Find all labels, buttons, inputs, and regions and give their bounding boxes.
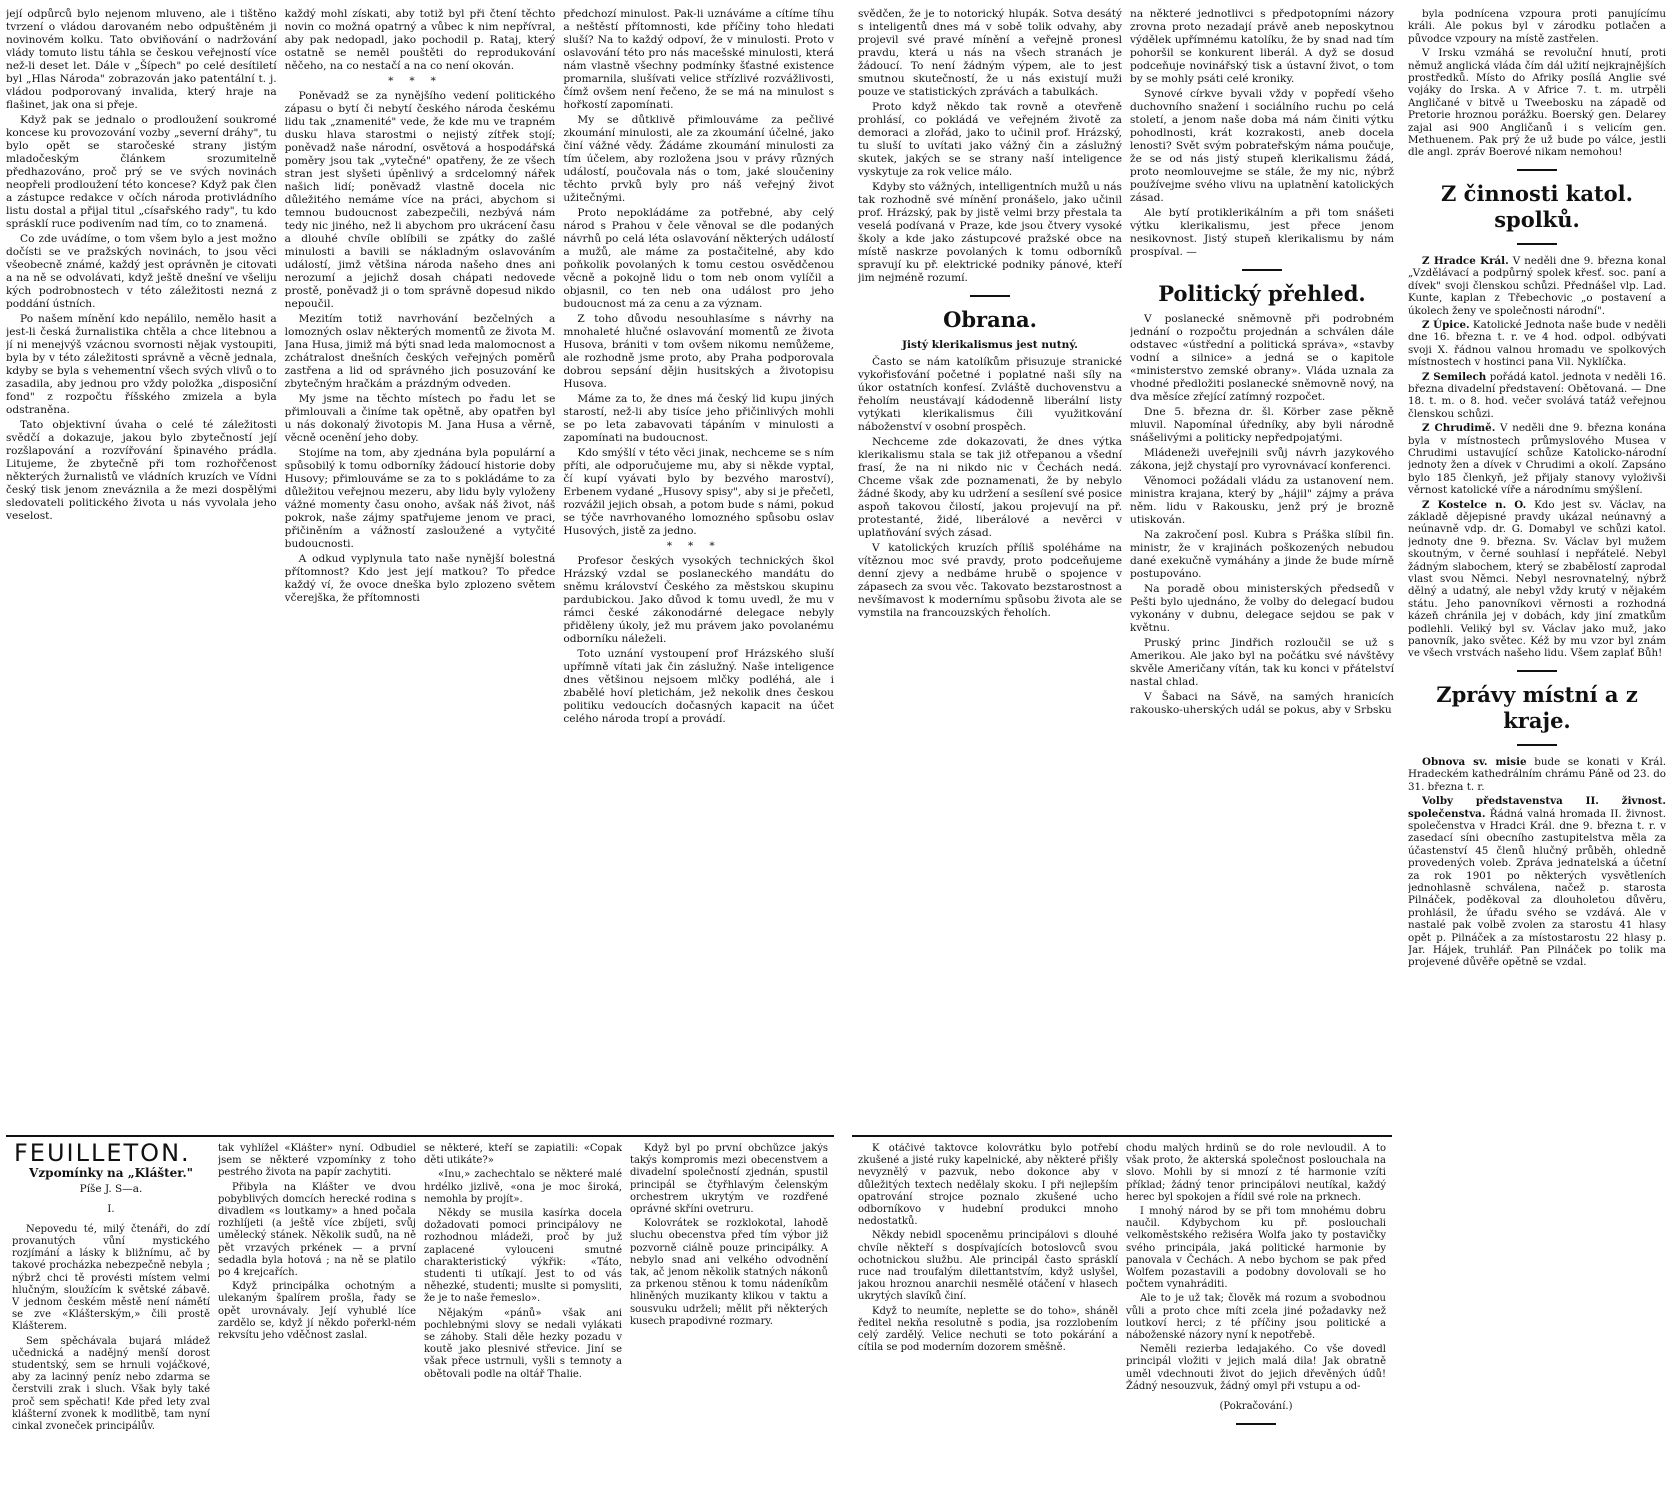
paragraph: svědčen, že je to notorický hlupák. Sotva desátý s inteligentů dnes má v sobě tolik odvahy, aby projevil své pravé mínění a veřejně pronesl pravdu, která u nás na všech stranách je žádoucí. To není žádným výpem, ale to jest smutnou skutečností, že u nás existují muži pouze ve statistických zprávách a tabulkách.	[858, 8, 1122, 98]
paragraph: Tato objektivní úvaha o celé té záležitosti svědčí a dokazuje, jakou bylo zbytečností její rozšlapování a rozvířování špinavého prádla. Litujeme, že zbytečně při tom rozhořčenost některých žurnalistů ve vládních kruzích ve Vídni český tisk jenom zneváznila a že mezi dospělými sledovateli politického života u nás vyvolala jeho veselost.	[6, 419, 277, 522]
paragraph: Když to neumíte, neplette se do toho», sháněl ředitel nekňa resolutně s podia, jsa rozzlobením celý zardělý. Velice nechuti se toto pokárání a cítila se pod moderním dozorem směšně.	[858, 1305, 1118, 1354]
right-main-area	[852, 0, 1400, 1125]
news-item-lead: Z Chrudimě.	[1422, 422, 1496, 435]
news-item	[1408, 499, 1666, 660]
right-page	[852, 0, 1672, 1500]
paragraph: Máme za to, že dnes má český lid kupu jiných starostí, než-li aby tisíce jeho přičinlivých mohli se po leta zabavovati tápáním v minulosti a zapomínati na budoucnost.	[563, 393, 835, 444]
news-item-lead: Z Hradce Král.	[1422, 254, 1509, 267]
news-item-lead: Volby představenstva II. živnost. společenstva.	[1408, 795, 1666, 820]
spolky-heading: Z činnosti katol. spolků.	[1441, 180, 1633, 232]
left-column-2	[285, 8, 556, 1125]
paragraph: Neměli rezierba ledajakého. Co vše dovedl principál vložiti v jejich malá dila! Jak obratně uměl vdechnouti život do jejich dřevěných údů! Žádný nesouzvuk, žádný omyl při vstupu a od-	[1126, 1344, 1386, 1392]
paragraph: Mezitím totiž navrhování bezčelných a lomozných oslav některých momentů ze života M. Jana Husa, jimiž má býti snad leda malomocnost a zchátralost dnešních českých veřejných poměrů zastřena a lid od správného jich posuzování ke zbytečným hračkám a prázdným odveden.	[284, 313, 556, 390]
paragraph: Dne 5. března dr. šl. Körber zase pěkně mluvil. Napomínal úředníky, aby byli národně snášelivými a politicky nepředpojatými.	[1130, 406, 1394, 444]
paragraph: Nechceme zde dokazovati, že dnes výtka klerikalismu stala se tak již otřepanou a všední frasí, že na ni nikdo nic v Čechách nedá. Chceme však zde poznamenati, že by nebylo žádné škody, aby ku udržení a sesílení své posice aspoň takovou čilostí, jakou projevují na př. protestanté, židé, liberálové a nevěrci v uplatňování svých zásad.	[858, 436, 1122, 539]
paragraph: Mládeneži uveřejnili svůj návrh jazykového zákona, jejž chystají pro vyrovnávací konferenci.	[1130, 447, 1394, 472]
paragraph: Někdy nebidl spoceněmu principálovi s dlouhé chvíle někteří s dospívajících botoslovců svou ochotnickou službu. Ale principál často sprásklí ruce nad troufalým dilettantstvím, když uslyšel, jakou hroznou anarchii nesmělé otáčení v hlasech ukrytých slavíků činí.	[858, 1230, 1118, 1303]
paragraph: Věnomoci požádali vládu za ustanovení nem. ministra krajana, který by „hájil" zájmy a práva něm. lidu v Rakousku, jenž prý je brozně utiskován.	[1130, 475, 1394, 526]
paragraph: každý mohl získati, aby totiž byl při čtení těchto novin co možná opatrný a vůbec k nim nepřívral, aby pak nedopadl, jako pochodil p. Rataj, který ostatně se neměl pouštěti do reprodukování něčeho, na co nestačí a na co není okován.	[284, 8, 556, 72]
news-item-lead: Obnova sv. misie	[1422, 755, 1527, 768]
paragraph: Když pak se jednalo o prodloužení soukromé koncese ku provozování vozby „severní dráhy", tu bylo opět se staročeské strany jistým mladočeským článkem srozumitelně předhazováno, proč prý se ve svých novinách neopřeli prodloužení této koncese? Když pak člen a zástupce redakce v očích národa protivládního listu dostal a přijal titul „císařského rady", tu kdo sprásklí ruce podivením nad tím, co to znamená.	[6, 114, 277, 230]
paragraph: Kolovrátek se rozklokotal, lahodě sluchu obecenstva před tím výbor již pozvorně ciálně pouze principálky. A nebylo snad ani velkého odvodnění tak, ač jenom několik statných nákonů za prkenou stěnou k tomu nádeníkům hliněných muzikanty klikou v taktu a sousvuku udrželi; mělit při některých kusech prapodivné rozmary.	[630, 1218, 828, 1327]
paragraph: tak vyhlížel «Klášter» nyní. Odbudiel jsem se některé vzpomínky z toho pestrého života na papír zachytiti.	[218, 1143, 416, 1179]
continuation-column-1	[858, 1143, 1118, 1487]
paragraph: Kdo smýšlí v této věci jinak, nechceme se s ním příti, ale odporučujeme mu, aby si někde vyptal, čí kupí vyávati bylo by bezvého maroství), Erbenem vydané „Husovy spisy", aby si je přečetl, rozvážil jejich obsah, a potom bude s námi, pokud se týče navrhovaného lomozného spůsobu oslav Husových, jistě za jedno.	[563, 447, 835, 537]
news-item-text: Řádná valná hromada II. živnost. společenstva v Hradci Král. dne 9. března t. r. v zasedací síni obecního zastupitelstva měla za účastenství 45 členů hlučný průběh, ohledně provedených voleb. Zpráva jednatelská a účetní za rok 1901 po některých vysvětleních jednohlasně schválena, načež p. starosta Pilnáček, poděkoval za dlouholetou důvěru, prohlásil, že úřadu svého se vzdává. Ale v nastalé pak volbě zvolen za starostu 41 hlasy opět p. Pilnáček a za místostarostu 22 hlasy p. Jar. Hájek, truhlář. Pan Pilnáček po tolik ma projevené důvěře opětně se vzdal.	[1408, 807, 1666, 969]
paragraph: V Šabaci na Sávě, na samých hranicích rakousko-uherských udál se pokus, aby v Srbsku	[1130, 691, 1394, 716]
paragraph: Profesor českých vysokých technických škol Hrázský vzdal se poslaneckého mandátu do sněmu království Českého za městskou skupinu pardubickou. Jako důvod k tomu uvedl, že mu v rámci české zákonodárné delegace nebyly přiděleny úkoly, jež mu právem jako povolanému odborníku náleželi.	[563, 555, 835, 645]
feuilleton-column-4	[630, 1143, 828, 1487]
paragraph: předchozí minulost. Pak-li uznáváme a cítíme tíhu a neštěstí přítomnosti, kde příčiny toho hledati sluší? Na to každý odpoví, že v minulosti. Proto v oslavování této pro nás macešské minulosti, která nám vlastně všechny podmínky šťastné existence promarnila, slušívati velice střízlivé rozvážlivosti, čímž ovšem není řečeno, že se má na minulost s hořkostí zapomínati.	[563, 8, 835, 111]
divider	[970, 295, 1010, 297]
politicky-prehled-heading: Politický přehled.	[1158, 281, 1366, 306]
paragraph: Toto uznání vystoupení prof Hrázského sluší upřímně vítati jak čin záslužný. Naše inteligence dnes většinou nejsoem mlčky podléhá, ale i zbabělé hoví pletichám, jež nekolik dnes českou politiku vedoucích dočasných kapacit na účet celého národa tropí a provádí.	[563, 648, 835, 725]
right-column-2	[1130, 8, 1394, 1125]
divider	[1236, 1423, 1276, 1425]
right-side-column	[1408, 0, 1666, 1500]
news-item-text: V neděli dne 9. března konal „Vzdělávací a podpůrný spolek křesť. soc. paní a dívek" svoji členskou schůzi. Přednášel vlp. Lad. Kunte, kaplan z Třebechovic „o postavení a úkolech ženy ve společnosti národní".	[1408, 254, 1666, 317]
paragraph: V poslanecké sněmovně při podrobném jednání o rozpočtu projednán a schválen dále odstavec «ústřední a politická správa», «stavby vodní a silnice» a jedná se o kapitole «ministerstvo zemské obrany». Vláda uznala za vhodné předložiti poslanecké sněmovně nový, na dva měsíce zřející zatímný rozpočet.	[1130, 313, 1394, 403]
paragraph: Když byl po první obchůzce jakýs takýs kompromis mezi obecenstvem a divadelní společností zjednán, spustil principál se čtyřhlavým čelenským orchestrem ukrytým ve rozdřené oprávné skříni ovetruru.	[630, 1143, 828, 1216]
obrana-subheading: Jistý klerikalismus jest nutný.	[902, 339, 1078, 351]
paragraph: My se důtklivě přimlouváme za pečlivé zkoumání minulosti, ale za zkoumání účelné, jako činí vážné vědy. Žádáme zkoumání minulosti za tím účelem, aby rozložena jsou v právy různých událostí, poučovala nás o tom, jaké sloučeniny těchto prvků byly pro náš veřejný život užitečnými.	[563, 114, 835, 204]
paragraph: Po našem mínění kdo nepálilo, nemělo hasit a jest-li česká žurnalistika chtěla a chce litebnou a jí ni menejvýš vzácnou svornosti nějak vystoupiti, byla by v této záležitosti správně a věcně jednala, kdyby se byla s vehementní všech svých vlivů o to zasadila, aby jednou pro vždy položka „disposiční fond" z rozpočtu říšského zmizela a byla odstraněna.	[6, 313, 277, 416]
paragraph: Když principálka ochotným a ulekaným špalírem prošla, řady se opět urovnávaly. Její vyhublé líce zardělo se, když jí někdo pořerkl-ném rekvsítu jeho vděčnost zaslal.	[218, 1281, 416, 1342]
news-item	[1408, 795, 1666, 969]
news-item-text: bude se konati v Král. Hradeckém kathedrálním chrámu Páně od 23. do 31. března t. r.	[1408, 755, 1666, 793]
paragraph: Kdyby sto vážných, intelligentních mužů u nás tak rozhodně své mínění pronášelo, jako učinil prof. Hrázský, pak by jistě velmi brzy přestala ta veselá podívaná v Praze, kde jsou čtvery vysoké školy a kde jako zástupcové pražské obce na místě naskrze povolaných k tomu odborníků spravují ku př. elektrické podniky pánové, kteří jim nejméně rozumí.	[858, 181, 1122, 284]
news-item-text: pořádá katol. jednota v neděli 16. března divadelní představení: Obětovaná. — Dne 18. t. m. o 8. hod. večer svolává tatáž veřejnou členskou schůzi.	[1408, 370, 1666, 420]
paragraph: K otáčivé taktovce kolovrátku bylo potřebí zkušené a jisté ruky kapelnické, aby některé přišly nevyznělý v pazvuk, nebo dokonce aby v důležitých textech nedělaly skoku. I při nejlepším opatrování strojce poznalo zkušené ucho odborníkovo v hudební produkci mnoho nedostatků.	[858, 1143, 1118, 1228]
paragraph: Proto nepokládáme za potřebné, aby celý národ s Prahou v čele věnoval se dle podaných návrhů po celá léta oslavování některých událostí a mužů, ale máme za postačitelné, aby kdo poňkolik povolaných k tomu cestou osvědčenou věcně a pokojně lidu o tom neb onom vylíčil a objasnil, co ten neb ona událost pro jeho budoucnost má za cenu a za význam.	[563, 207, 835, 310]
feuilleton-subtitle: Vzpomínky na „Klášter."	[29, 1166, 193, 1181]
paragraph: Sem spěchávala bujará mládež učednická a nadějný menší dorost studentský, sem se hrnuli vojáčkové, aby za lacinný peníz nebo zdarma se čerstvili zrak i sluch. Však byly také proč sem spěchati! Kde před lety zval klášterní zvonek k modlitbě, tam nyní cinkal zvoneček principálův.	[12, 1335, 210, 1433]
paragraph: V Irsku vzmáhá se revoluční hnutí, proti němuž anglická vláda čím dál užití nejkrajnějších prostředků. Místo do Afriky posílá Anglie své vojáky do Irska. A v Africe 7. t. m. utrpěli Angličané v bitvě u Tweebosku na západě od Pretorie hroznou porážku. Boerský gen. Delarey zajal asi 900 Angličanů i s velicím gen. Methuenem. Pak prý že už bude po válce, jestli dle angl. zpráv Boerové nikam nemohou!	[1408, 47, 1666, 159]
feuilleton-author: Píše J. S—a.	[79, 1183, 143, 1196]
divider	[1517, 243, 1557, 245]
feuilleton-column-3	[424, 1143, 622, 1487]
news-item-lead: Z Semilech	[1422, 370, 1487, 383]
paragraph: Na poradě obou ministerských předsedů v Pešti bylo ujednáno, že volby do delegací budou vykonány v dubnu, delegace sejdou se pak v květnu.	[1130, 583, 1394, 634]
feuilleton-part-number: I.	[107, 1203, 115, 1215]
news-item	[1408, 319, 1666, 369]
paragraph: Ale bytí protiklerikálním a při tom snášeti výtku klerikalismu, jest přece jenom nesikovnost. Jistý stupeň klerikalismu by nám prospíval. —	[1130, 207, 1394, 258]
paragraph: byla podnícena vzpoura proti panujícímu králi. Ale pokus byl v zárodku potlačen a původce vzpoury na místě zastřelen.	[1408, 8, 1666, 45]
continuation-column-2	[1126, 1143, 1386, 1487]
paragraph: Co zde uvádíme, o tom všem bylo a jest možno dočísti se ve pražských novinách, to jsou věci všeobecně známé, každý jest oprávněn je citovati a na ně se odvolávati, když ještě dnešní ve všeliju kých podrobnostech v této záležitosti nezná z poddání ústních.	[6, 233, 277, 310]
zpravy-heading: Zprávy místní a z kraje.	[1436, 681, 1638, 733]
paragraph: Nepovedu té, milý čtenáři, do zdí provanutých vůní mystického rozjímání a lásky k bližnímu, ač by takové procházka nebezpečně nebyla ; nýbrž chci tě provésti místem velmi hlučným, sloužícím k světské zábavě. V jednom českém městě není námětí se zve «Klášterským,» čili prostě Klášterem.	[12, 1223, 210, 1333]
paragraph: Synové církve byvali vždy v popředí všeho duchovního snažení i sociálního ruchu po celá století, a jenom naše doba má nám činiti výtku pohodlnosti, krát kozrakosti, aneb docela lenosti? Svět svým pobrateřským náma poučuje, že se od nás jistý stupeň klerikalismu žádá, proto neomlouvejme se stále, že my nic, nýbrž používejme svého vlivu na uplatnění katolických zásad.	[1130, 88, 1394, 204]
news-item	[1408, 371, 1666, 421]
paragraph: Přibyla na Klášter ve dvou pobyblivých domcích herecké rodina s divadlem «s loutkamy» a hned počala rozhlíjeti (a ještě více zbíjeti, svůj umělecký stánek. Několik sudů, na ně pět vrzavých prkének — a první sedadla byla hotová ; na ně se platilo po 4 krejcařích.	[218, 1181, 416, 1279]
obrana-heading: Obrana.	[943, 307, 1037, 332]
feuilleton-continuation	[852, 1135, 1392, 1497]
paragraph: Poněvadž se za nynějšího vedení politického zápasu o bytí či nebytí českého národa českému lidu tak „znamenité" vede, že kde mu ve trapném dusku hlava starostmi o nejistý zítřek stojí; poněvadž naše národní, osvětová a hospodářská poměry jsou tak „vytečné" opatřeny, že ze všech stran jest slyšeti úpěnlivý a srdcelomný nářek našich lidí; poněvadž vlastně docela nic důležitého nemáme více na práci, abychom si temnou budoucnost zabezpečili, nezbývá nám tedy nic jiného, než li abychom pro ukrácení času a dlouhé chvíle oblíbili se zpátky do zašlé minulosti a bavili se nákladným oslavováním událostí, jimž většina národa našeho dnes ani nerozumí a jejichž dosah chápati nedovede prostě, poněvadž ji o tom správně dopesud nikdo nepoučil.	[284, 90, 556, 310]
section-separator: ***	[666, 540, 731, 552]
news-item-text: V neděli dne 9. března konána byla v místnostech průmyslového Musea v Chrudimi ustavující schůze Katolicko-národní jednoty žen a dívek v Chrudimi a okolí. Zapsáno bylo 185 členkyň, jež přijaly stanovy vyloživši věrnost katolické víře a národnímu smýšlení.	[1408, 422, 1666, 497]
paragraph: Z toho důvodu nesouhlasíme s návrhy na mnohaleté hlučné oslavování momentů ze života Husova, brániti v tom ovšem nikomu nemůžeme, ale rozhodně jsme proto, aby Praha podporovala dobrou sepsání dějin husitských a životopisu Husova.	[563, 313, 835, 390]
divider	[1517, 744, 1557, 746]
paragraph: A odkud vyplynula tato naše nynější bolestná přítomnost? Kdo jest její matkou? To předce každý ví, že ovoce dneška bylo zplozeno světem včerejška, že přítomnosti	[284, 553, 556, 604]
feuilleton-column-2	[218, 1143, 416, 1487]
section-separator: ***	[388, 75, 452, 87]
paragraph: na některé jednotlivci s předpotopními názory zrovna proto nezadají právě aneb neposkytnou výdělek upřímnému katolíku, že by snad nad tím pohoršil se konkurent liberál. A dyž se dosud podceňuje novinářský tisk a ústavní život, o tom by se mohly psáti celé kroniky.	[1130, 8, 1394, 85]
feuilleton-columns	[6, 1137, 834, 1487]
news-item	[1408, 255, 1666, 317]
feuilleton-section	[6, 1135, 834, 1487]
right-column-1	[858, 8, 1122, 1125]
paragraph: Nějakým «pánů» však ani pochlebnými slovy se nedali vylákati se záhoby. Stali děle hezky pozadu v koutě jako plesnivé střevice. Jiní se však přece ustrnuli, vyšli s temnoty a obětovali podle na oltář Thalie.	[424, 1307, 622, 1380]
paragraph: Pruský princ Jindřich rozloučil se už s Amerikou. Ale jako byl na počátku své návštěvy skvěle Američany vítán, tak ku konci v přátelství nastal chlad.	[1130, 637, 1394, 688]
paragraph: chodu malých hrdinů se do role nevloudil. A to však proto, že akterská společnost poslouchala na slovo. Mohli by si mnozí z té harmonie vzíti příklad; žádný tenor principálovi neutíkal, každý herec byl spokojen a řídil své role na prknech.	[1126, 1143, 1386, 1203]
paragraph: Ale to je už tak; člověk má rozum a svobodnou vůli a proto chce míti zcela jiné požadavky než loutkoví herci; z té příčiny jsou politické a náboženské názory nyní k nepotřebě.	[1126, 1293, 1386, 1342]
right-article-columns	[852, 0, 1400, 1125]
divider	[1517, 670, 1557, 672]
left-column-1	[6, 8, 277, 1125]
paragraph: se některé, kteří se zapiatili: «Copak děti utikáte?»	[424, 1143, 622, 1167]
left-column-3	[563, 8, 834, 1125]
paragraph: Na zakročení posl. Kubra s Práška slíbil fin. ministr, že v krajinách poškozených nebudou dané exekučně vymáhány a jinde že bude mírně postupováno.	[1130, 529, 1394, 580]
paragraph: Často se nám katolíkům přisuzuje stranické vykořisťování početné i poplatné naši síly na úkor ostatních konfesí. Zvláště duchovenstvu a řeholím neustávají kádodenně liberální listy vytýkati klerikalismus čili využitkování náboženství v osobní prospěch.	[858, 356, 1122, 433]
feuilleton-title: FEUILLETON.	[14, 1143, 191, 1167]
paragraph: «Inu,» zachechtalo se některé malé hrdélko jizlivě, «ona je moc široká, nemohla by projít».	[424, 1169, 622, 1205]
paragraph: I mnohý národ by se při tom mnohému dobru naučil. Kdybychom ku př. poslouchali velkoměstského režiséra Wolfa jako ty postavičky svého principála, jaká politické harmonie by panovala v Čechách. A nebo bychom se pak před Wolfem pozastavili a podobny dovolovali se ho počtem vynahráditi.	[1126, 1206, 1386, 1291]
paragraph: Proto když někdo tak rovně a otevřeně prohlásí, co pokládá ve veřejném životě za demoraci a zlořád, jako to učinil prof. Hrázský, tu sluší to uvítati jako vážný čin a záslužný skutek, jakých se se strany naší inteligence vyskytuje za rok velice málo.	[858, 101, 1122, 178]
paragraph: její odpůrců bylo nejenom mluveno, ale i tištěno tvrzení o vládou darovaném nebo odpuštěném ji novinovém kolku. Tato obviňování o nadržování vlády tomuto listu táhla se českou veřejností více než-li deset let. Dále v „Šípech" po celé desítiletí byl „Hlas Národa" zobrazován jako patentální t. j. vládou podporovaný invalida, který hraje na flašinet, jak ona si přeje.	[6, 8, 277, 111]
news-item-lead: Z Kostelce n. O.	[1422, 498, 1527, 511]
news-item	[1408, 756, 1666, 793]
feuilleton-continuation-columns	[852, 1137, 1392, 1487]
paragraph: V katolických kruzích příliš spoléháme na vítěznou moc své pravdy, proto podceňujeme denní zjevy a nedbáme hrubě o spojence v zápasech za svou věc. Takovato bezstarostnost a nevšímavost k modernímu spůsobu života ale se vymstila na francouzských řeholích.	[858, 542, 1122, 619]
left-article-columns	[0, 0, 840, 1125]
paragraph: Někdy se musila kasírka docela dožadovati pomoci principálovy ne rozhodnou mládeži, proč by juž zaplacené vylouceni smutné charakteristický výkřik: «Táto, studenti ti utíkají. Jest to od vás něhezké, studenti; muslte si pomysliti, že je to naše řemeslo».	[424, 1208, 622, 1305]
paragraph: My jsme na těchto místech po řadu let se přimlouvali a činíme tak opětně, aby opatřen byl u nás dokonalý životopis M. Jana Husa a věrně, věcně ocenění jeho doby.	[284, 393, 556, 444]
news-item	[1408, 422, 1666, 496]
news-item-text: Kdo jest sv. Václav, na základě dějepisné pravdy ukázal neúnavný a neúnavně vdp. dr. G. Domabyl ve schůzi katol. jednoty dne 9. března. Sv. Václav byl mužem skoutným, v černé souhlasí i nepřátelé. Nebyl žádným slabochem, který se zbabělostí zaprodal vlast svou Němci. Nebyl nesrovnatelný, nýbrž dělný a udatný, ale nebyl vždy krutý v nějakém státu. Jeho panovníkovi věrnosti a rozhodná kázeň chránila jej v dobách, kdy jiní zmatkům podlehli. Veliký byl sv. Václav jako muž, jako panovník, jako světec. Kéž by mu vzor byl znám ve všech vrstvách našeho lidu. Všem zaplať Bůh!	[1408, 498, 1666, 660]
news-item-lead: Z Úpice.	[1422, 318, 1470, 331]
divider	[1242, 269, 1282, 271]
divider	[1517, 169, 1557, 171]
paragraph: Stojíme na tom, aby zjednána byla populární a spůsobilý k tomu odborníky žádoucí historie doby Husovy; přimlouváme se za to s pokládáme to za důležitou veřejnou mezeru, aby lidu byly vyloženy vážné momenty času onoho, avšak náš život, náš pokrok, naše zájmy spatřujeme jenom ve praci, přičiněním a vážností zasloužené a vytyčité budoucnosti.	[284, 447, 556, 550]
news-item-text: Katolické Jednota naše bude v neděli dne 16. března t. r. ve 4 hod. odpol. odbývati svoji X. řádnou valnou hromadu ve spolkových místnostech v hostinci pana Vil. Nyklíčka.	[1408, 318, 1666, 369]
continued-note: (Pokračování.)	[1219, 1401, 1293, 1413]
feuilleton-column-1	[12, 1143, 210, 1487]
